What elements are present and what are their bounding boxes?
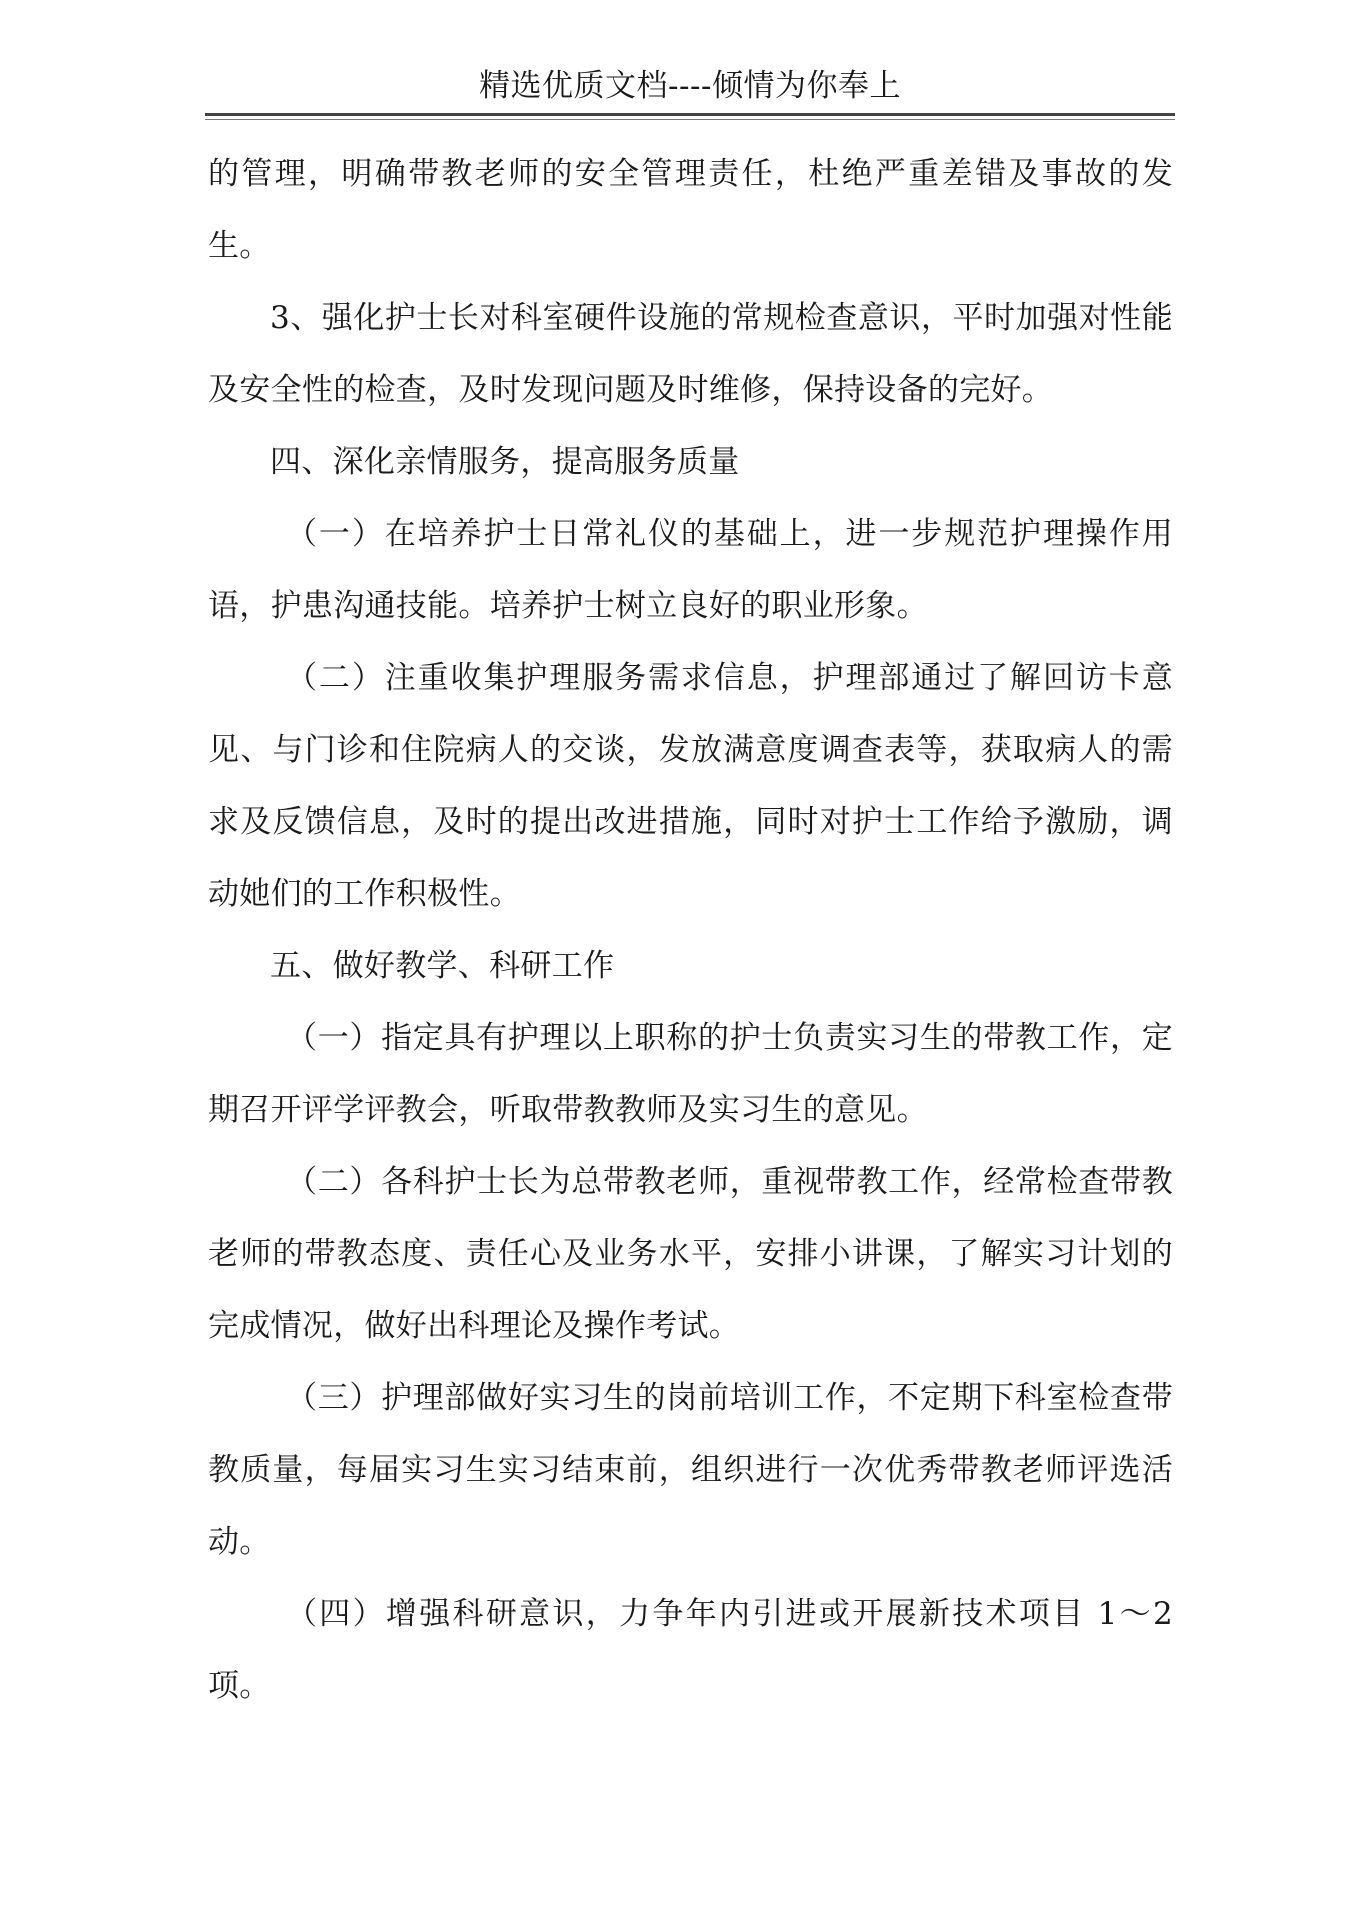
- section-heading-4: 四、深化亲情服务，提高服务质量: [270, 444, 740, 480]
- header-divider-thick: [205, 113, 1175, 116]
- paragraph-4-2: （二）注重收集护理服务需求信息，护理部通过了解回访卡意见、与门诊和住院病人的交谈，发放满意度调查表等，获取病人的需求及反馈信息，及时的提出改进措施，同时对护士工作给予激励，调动她们的工作积极性。: [208, 660, 1173, 912]
- paragraph-5-1: （一）指定具有护理以上职称的护士负责实习生的带教工作，定期召开评学评教会，听取带教教师及实习生的意见。: [208, 1020, 1173, 1128]
- paragraph-4-1: （一）在培养护士日常礼仪的基础上，进一步规范护理操作用语，护患沟通技能。培养护士树立良好的职业形象。: [208, 516, 1173, 624]
- page-header-title: 精选优质文档----倾情为你奉上: [479, 68, 901, 104]
- paragraph-5-4: （四）增强科研意识，力争年内引进或开展新技术项目 1～2项。: [208, 1596, 1173, 1704]
- header-divider-thin: [205, 119, 1175, 120]
- paragraph-5-2: （二）各科护士长为总带教老师，重视带教工作，经常检查带教老师的带教态度、责任心及业务水平，安排小讲课，了解实习计划的完成情况，做好出科理论及操作考试。: [208, 1164, 1173, 1344]
- paragraph-continuation: 的管理，明确带教老师的安全管理责任，杜绝严重差错及事故的发生。: [208, 156, 1173, 264]
- paragraph-5-3: （三）护理部做好实习生的岗前培训工作，不定期下科室检查带教质量，每届实习生实习结束前，组织进行一次优秀带教老师评选活动。: [208, 1380, 1173, 1560]
- section-heading-5: 五、做好教学、科研工作: [270, 948, 615, 984]
- document-body: [208, 138, 1173, 1722]
- paragraph-item-3: 3、强化护士长对科室硬件设施的常规检查意识，平时加强对性能及安全性的检查，及时发现问题及时维修，保持设备的完好。: [208, 300, 1173, 408]
